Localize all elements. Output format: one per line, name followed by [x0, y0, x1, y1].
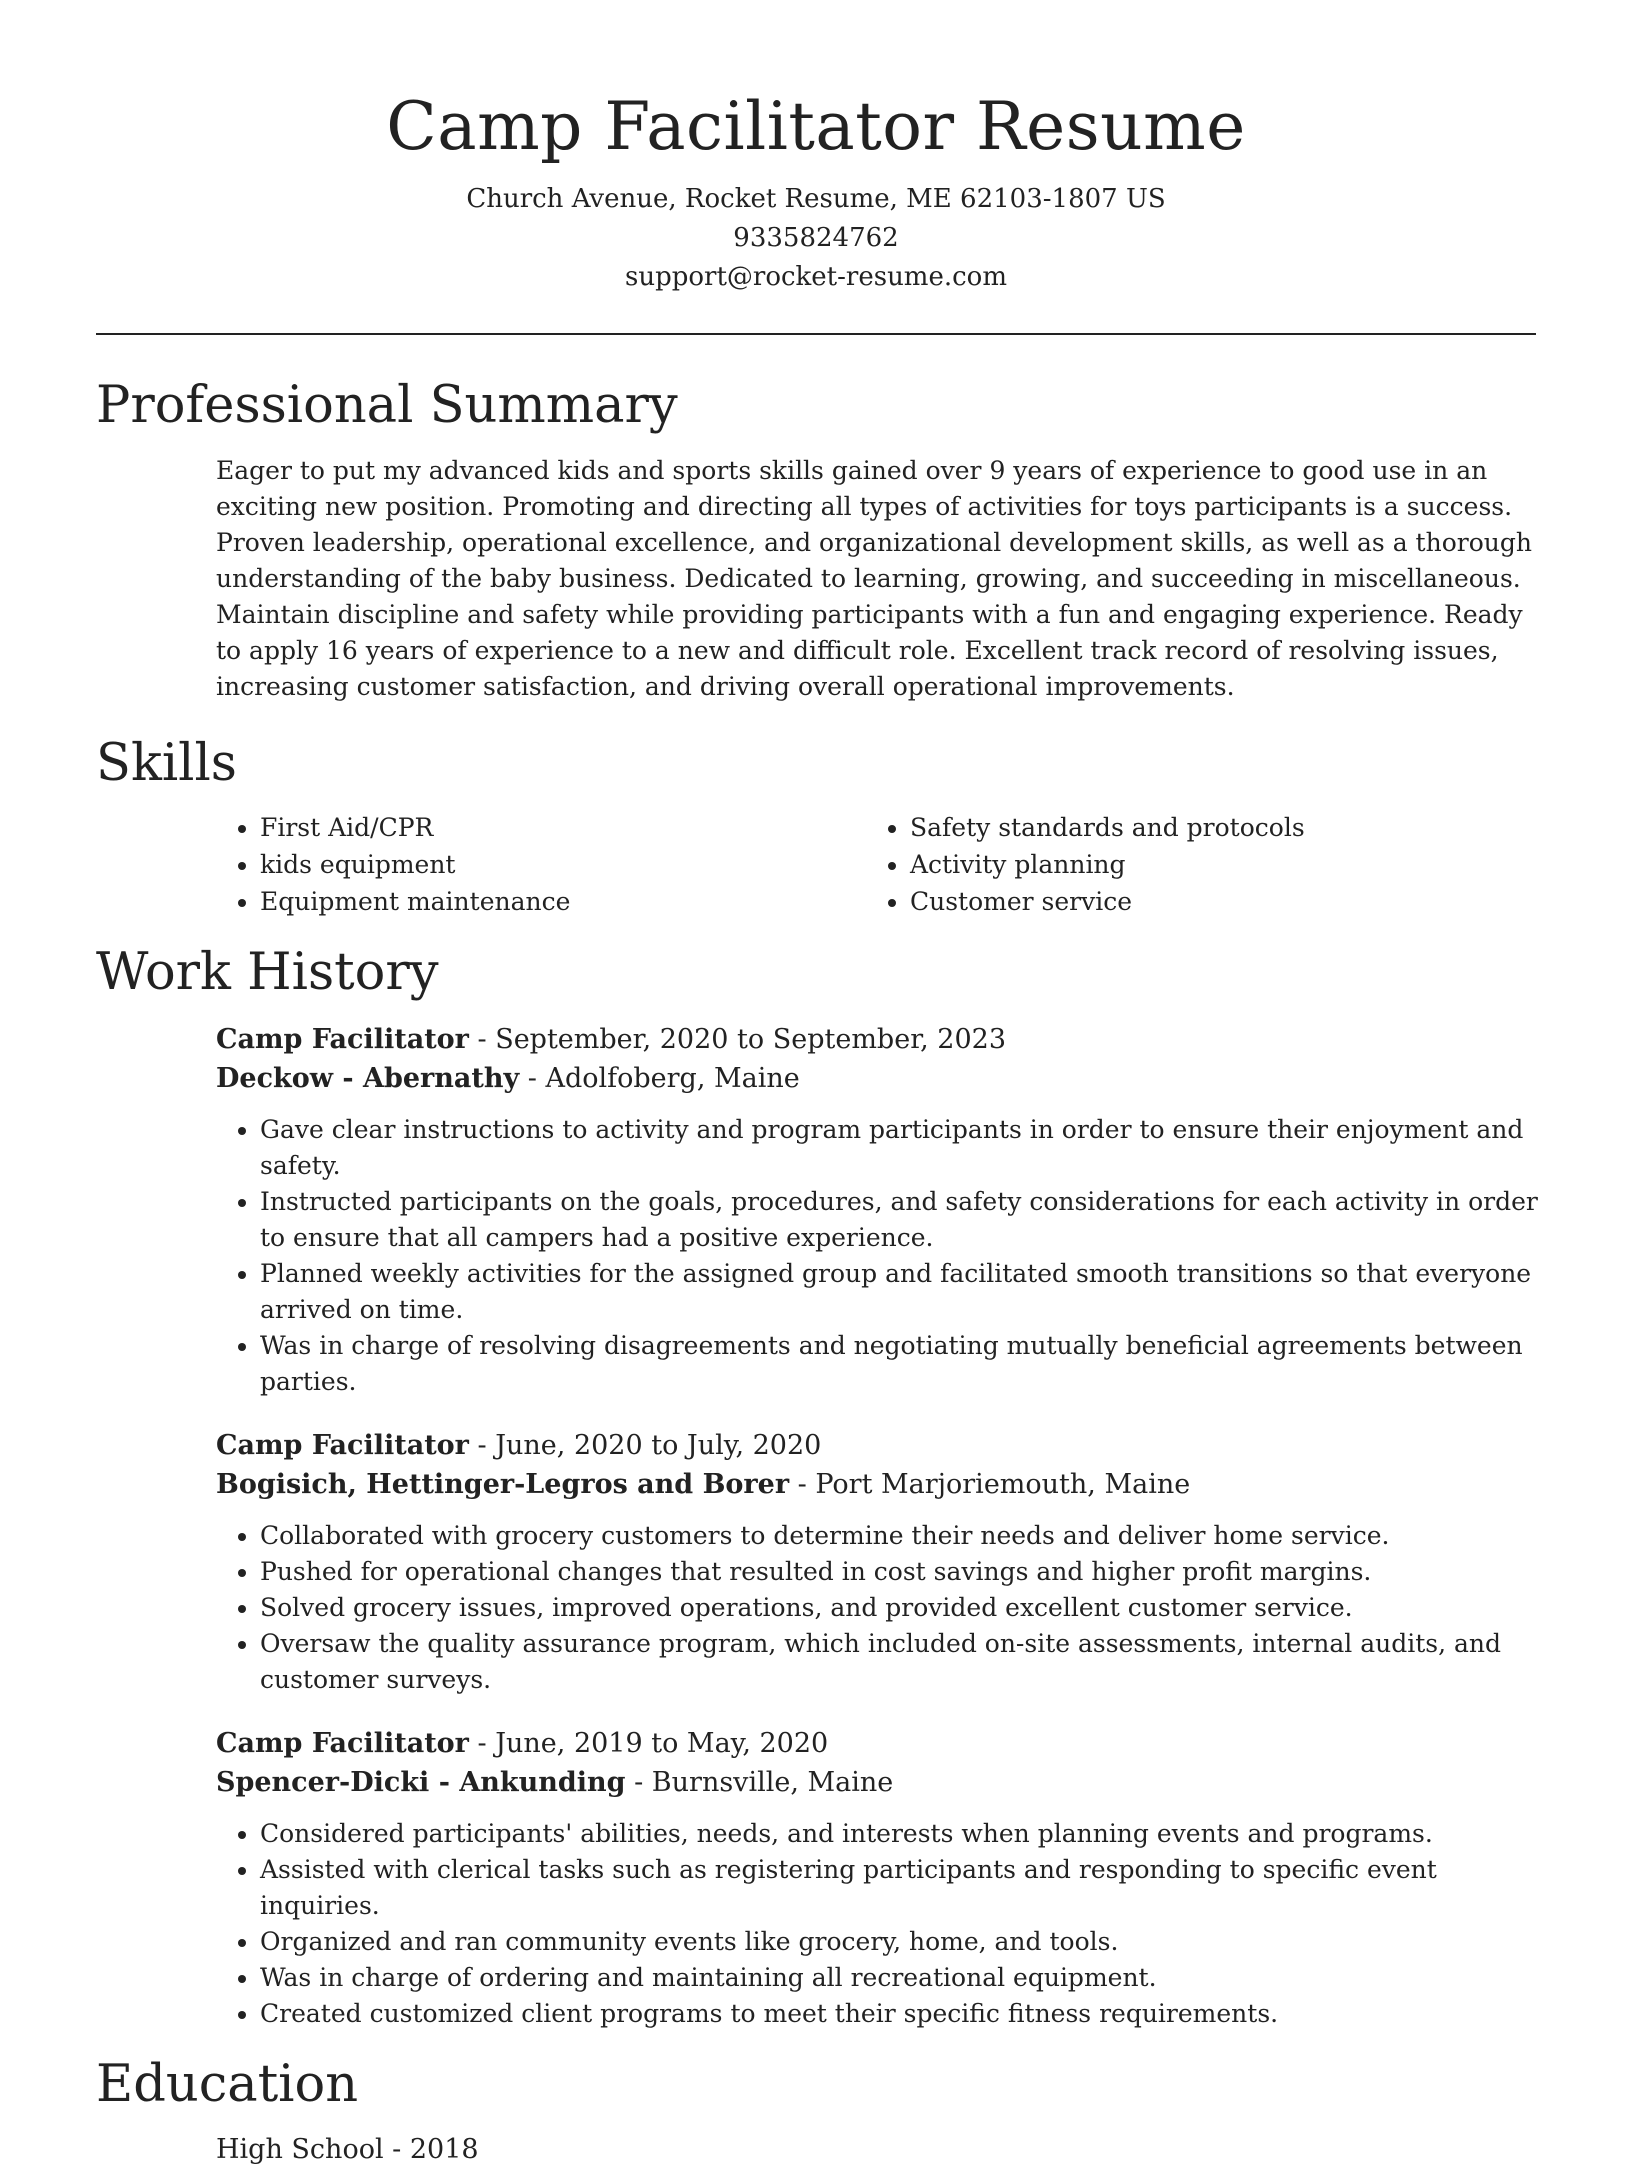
job-bullet: • Collaborated with grocery customers to determine their needs and deliver home service. — [260, 1518, 1546, 1554]
job-bullet: • Was in charge of ordering and maintaining all recreational equipment. — [260, 1960, 1546, 1996]
job-dates: - June, 2019 to May, 2020 — [468, 1728, 829, 1759]
contact-email: support@rocket-resume.com — [624, 262, 1007, 292]
skills-column-left — [216, 809, 866, 920]
job-title: Camp Facilitator — [216, 1024, 469, 1055]
job-bullets — [216, 1518, 1546, 1698]
education-section — [96, 2052, 1536, 2169]
job-title: Camp Facilitator — [216, 1430, 469, 1461]
job-entry — [216, 1020, 1546, 1400]
job-bullet: • Pushed for operational changes that resulted in cost savings and higher profit margins. — [260, 1554, 1546, 1590]
job-company: Spencer-Dicki - Ankunding — [216, 1767, 626, 1798]
skill-item: • Activity planning — [910, 846, 1510, 883]
job-bullet: • Organized and ran community events like grocery, home, and tools. — [260, 1924, 1546, 1960]
job-bullet: • Instructed participants on the goals, procedures, and safety considerations for each activity in order to ensure that all campers had a positive experience. — [260, 1184, 1546, 1256]
skills-grid — [216, 809, 1536, 920]
contact-block — [96, 180, 1536, 297]
skill-item: • Safety standards and protocols — [910, 809, 1510, 846]
job-bullet: • Solved grocery issues, improved operations, and provided excellent customer service. — [260, 1590, 1546, 1626]
job-bullets — [216, 1112, 1546, 1400]
job-bullet: • Planned weekly activities for the assigned group and facilitated smooth transitions so that everyone arrived on time. — [260, 1256, 1546, 1328]
job-bullet: • Assisted with clerical tasks such as registering participants and responding to specific event inquiries. — [260, 1852, 1546, 1924]
work-history-heading: Work History — [96, 943, 439, 1002]
summary-section — [96, 373, 1536, 705]
job-bullets — [216, 1816, 1546, 2032]
job-company-line — [216, 1059, 1546, 1098]
contact-address: Church Avenue, Rocket Resume, ME 62103-1807 US — [466, 184, 1166, 214]
summary-text: Eager to put my advanced kids and sports skills gained over 9 years of experience to good use in an exciting new position. Promoting and directing all types of activities for toys participants is a success. Proven leadership, operational excellence, and organizational development skills, as well as a thorough understanding of the baby business. Dedicated to learning, growing, and succeeding in miscellaneous. Maintain discipline and safety while providing participants with a fun and engaging experience. Ready to apply 16 years of experience to a new and difficult role. Excellent track record of resolving issues, increasing customer satisfaction, and driving overall operational improvements. — [216, 456, 1532, 701]
skill-item: • Equipment maintenance — [260, 883, 866, 920]
job-location: - Adolfoberg, Maine — [519, 1063, 800, 1094]
education-item: High School - 2018 — [216, 2134, 479, 2165]
education-heading: Education — [96, 2055, 359, 2114]
resume-header — [96, 0, 1536, 297]
job-dates: - September, 2020 to September, 2023 — [468, 1024, 1007, 1055]
job-bullet: • Oversaw the quality assurance program, which included on-site assessments, internal audits, and customer surveys. — [260, 1626, 1546, 1698]
job-bullet: • Considered participants' abilities, needs, and interests when planning events and programs. — [260, 1816, 1546, 1852]
resume-title: Camp Facilitator Resume — [386, 88, 1246, 165]
skills-heading: Skills — [96, 734, 237, 793]
job-location: - Burnsville, Maine — [625, 1767, 894, 1798]
job-entry — [216, 1724, 1546, 2032]
job-title-line — [216, 1724, 1546, 1763]
skill-item: • kids equipment — [260, 846, 866, 883]
skill-item: • Customer service — [910, 883, 1510, 920]
resume-page — [96, 0, 1536, 2169]
job-bullet: • Created customized client programs to meet their specific fitness requirements. — [260, 1996, 1546, 2032]
job-bullet: • Was in charge of resolving disagreements and negotiating mutually beneficial agreements between parties. — [260, 1328, 1546, 1400]
job-entry — [216, 1426, 1546, 1698]
job-bullet: • Gave clear instructions to activity and program participants in order to ensure their enjoyment and safety. — [260, 1112, 1546, 1184]
job-dates: - June, 2020 to July, 2020 — [468, 1430, 822, 1461]
header-divider — [96, 333, 1536, 335]
skills-column-right — [866, 809, 1510, 920]
job-company-line — [216, 1465, 1546, 1504]
contact-phone: 9335824762 — [733, 223, 899, 253]
skill-item: • First Aid/CPR — [260, 809, 866, 846]
skills-section — [96, 731, 1536, 920]
job-title: Camp Facilitator — [216, 1728, 469, 1759]
job-company: Bogisich, Hettinger-Legros and Borer — [216, 1469, 790, 1500]
job-title-line — [216, 1020, 1546, 1059]
job-company: Deckow - Abernathy — [216, 1063, 520, 1094]
summary-heading: Professional Summary — [96, 376, 678, 435]
job-company-line — [216, 1763, 1546, 1802]
work-history-section — [96, 940, 1536, 2032]
job-title-line — [216, 1426, 1546, 1465]
job-location: - Port Marjoriemouth, Maine — [789, 1469, 1191, 1500]
